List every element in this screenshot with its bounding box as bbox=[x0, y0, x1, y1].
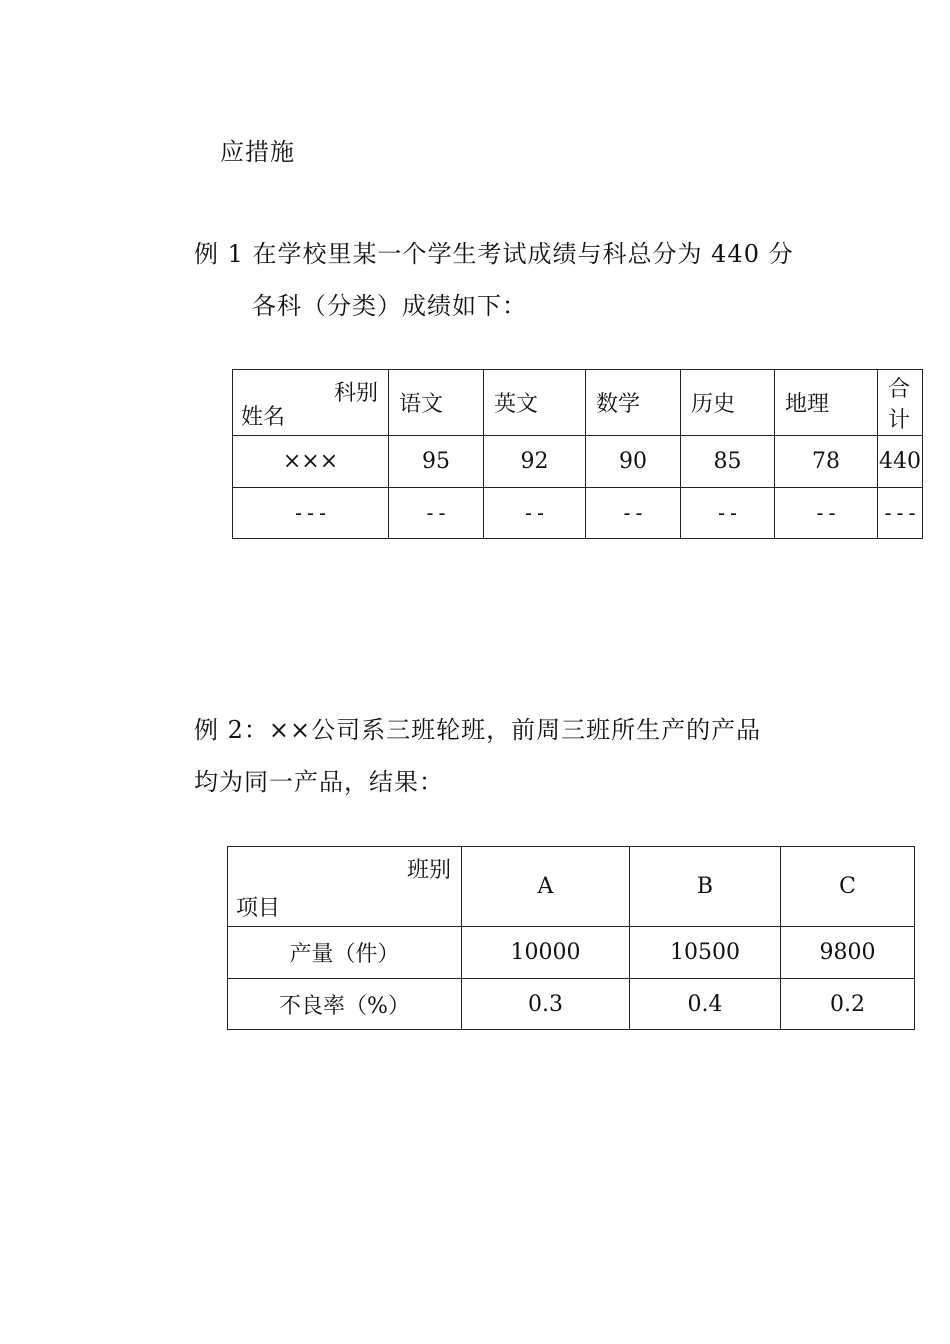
score-total-cell: --- bbox=[878, 488, 923, 539]
score-cell: 78 bbox=[775, 436, 878, 488]
value-cell: 0.2 bbox=[781, 979, 915, 1030]
production-table bbox=[227, 846, 915, 1030]
value-cell: 10500 bbox=[630, 927, 781, 979]
shift-header: C bbox=[781, 847, 915, 927]
item-label-cell: 产量（件） bbox=[228, 927, 462, 979]
scores-table bbox=[232, 369, 923, 539]
subject-header: 语文 bbox=[389, 370, 484, 436]
table-row bbox=[228, 979, 915, 1030]
example2-line2: 均为同一产品，结果： bbox=[194, 768, 444, 796]
example1-line2: 各科（分类）成绩如下： bbox=[252, 292, 527, 320]
shift-header: A bbox=[462, 847, 630, 927]
value-cell: 10000 bbox=[462, 927, 630, 979]
score-cell: -- bbox=[586, 488, 681, 539]
score-cell: -- bbox=[389, 488, 484, 539]
table-row bbox=[233, 488, 923, 539]
score-cell: 90 bbox=[586, 436, 681, 488]
corner-top-label: 科别 bbox=[333, 381, 378, 406]
value-cell: 0.3 bbox=[462, 979, 630, 1030]
example2-line1: 例 2：××公司系三班轮班，前周三班所生产的产品 bbox=[194, 716, 762, 744]
shift-header: B bbox=[630, 847, 781, 927]
corner-bottom-label: 姓名 bbox=[241, 405, 286, 430]
scores-corner-cell bbox=[233, 370, 389, 436]
item-label-cell: 不良率（%） bbox=[228, 979, 462, 1030]
subject-header: 地理 bbox=[775, 370, 878, 436]
score-cell: 92 bbox=[484, 436, 586, 488]
subject-header: 英文 bbox=[484, 370, 586, 436]
student-name-cell: ××× bbox=[233, 436, 389, 488]
score-cell: 85 bbox=[681, 436, 775, 488]
score-cell: 95 bbox=[389, 436, 484, 488]
scores-header-row bbox=[233, 370, 923, 436]
student-name-cell: --- bbox=[233, 488, 389, 539]
production-corner-cell bbox=[228, 847, 462, 927]
score-cell: -- bbox=[484, 488, 586, 539]
corner-top-label: 班别 bbox=[406, 858, 451, 883]
subject-header: 合计 bbox=[878, 370, 923, 436]
section-heading: 应措施 bbox=[220, 138, 295, 166]
table-row bbox=[233, 436, 923, 488]
corner-bottom-label: 项目 bbox=[236, 896, 281, 921]
example1-line1: 例 1 在学校里某一个学生考试成绩与科总分为 440 分 bbox=[194, 240, 794, 268]
value-cell: 9800 bbox=[781, 927, 915, 979]
score-total-cell: 440 bbox=[878, 436, 923, 488]
production-header-row bbox=[228, 847, 915, 927]
subject-header: 历史 bbox=[681, 370, 775, 436]
score-cell: -- bbox=[775, 488, 878, 539]
subject-header: 数学 bbox=[586, 370, 681, 436]
value-cell: 0.4 bbox=[630, 979, 781, 1030]
score-cell: -- bbox=[681, 488, 775, 539]
table-row bbox=[228, 927, 915, 979]
